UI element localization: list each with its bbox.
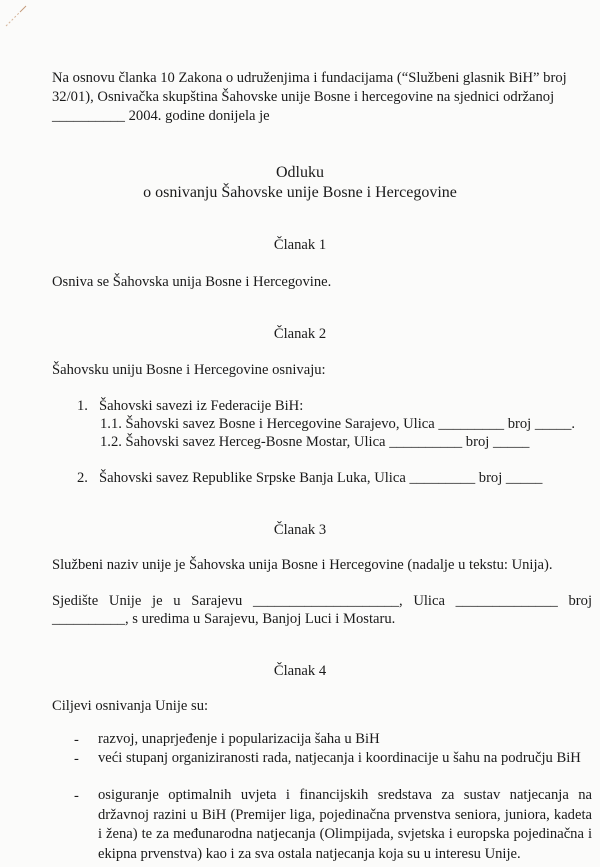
bullet-dash: - <box>74 732 79 748</box>
article-4-heading: Članak 4 <box>273 663 327 679</box>
intro-line-3: __________ 2004. godine donijela je <box>52 108 270 124</box>
document-subtitle: o osnivanju Šahovske unije Bosne i Hercegovine <box>143 184 457 201</box>
article-2-text: Šahovsku uniju Bosne i Hercegovine osnivaju: <box>52 362 326 378</box>
article-3-text-2-line-1: Sjedište Unije je u Sarajevu ____________________, Ulica ______________ broj <box>52 593 592 609</box>
article-2-heading: Članak 2 <box>273 326 327 342</box>
article-1-heading: Članak 1 <box>273 237 327 253</box>
bullet-item-3: osiguranje optimalnih uvjeta i financijskih sredstava za sustav natjecanja na državnoj razini u BiH (Premijer liga, pojedinačna prvenstva seniora, juniora, kadeta i žena) te za međunarodna natjecanja (Olimpijada, svjetska i europska pojedinačna i ekipna prvenstva) kao i za sva ostala natjecanja koja su u interesu Unije. <box>98 787 592 862</box>
intro-line-1: Na osnovu članka 10 Zakona o udruženjima i fundacijama (“Službeni glasnik BiH” broj <box>52 70 567 86</box>
article-3-text-1: Službeni naziv unije je Šahovska unija Bosne i Hercegovine (nadalje u tekstu: Unija). <box>52 557 553 573</box>
list-item-1: Šahovski savezi iz Federacije BiH: <box>99 398 304 414</box>
bullet-item-2: veći stupanj organiziranosti rada, natjecanja i koordinacije u šahu na području BiH <box>98 750 581 766</box>
bullet-item-1: razvoj, unaprjeđenje i popularizacija šaha u BiH <box>98 731 380 747</box>
list-item-1-1: 1.1. Šahovski savez Bosne i Hercegovine Sarajevo, Ulica _________ broj _____. <box>100 416 576 432</box>
bullet-dash: - <box>74 788 79 804</box>
article-3-text-2-line-2: __________, s uredima u Sarajevu, Banjoj Luci i Mostaru. <box>52 611 396 627</box>
bullet-dash: - <box>74 751 79 767</box>
article-3-heading: Članak 3 <box>273 522 327 538</box>
list-item-2: Šahovski savez Republike Srpske Banja Luka, Ulica _________ broj _____ <box>99 470 543 486</box>
list-number-2: 2. <box>77 470 88 486</box>
article-1-text: Osniva se Šahovska unija Bosne i Hercegovine. <box>52 274 332 290</box>
list-number-1: 1. <box>77 398 88 414</box>
document-title: Odluku <box>276 164 324 181</box>
list-item-1-2: 1.2. Šahovski savez Herceg-Bosne Mostar, Ulica __________ broj _____ <box>100 434 530 450</box>
article-4-text: Ciljevi osnivanja Unije su: <box>52 698 209 714</box>
intro-line-2: 32/01), Osnivačka skupština Šahovske unije Bosne i hercegovine na sjednici održanoj <box>52 89 555 105</box>
pen-mark-icon <box>2 2 30 30</box>
